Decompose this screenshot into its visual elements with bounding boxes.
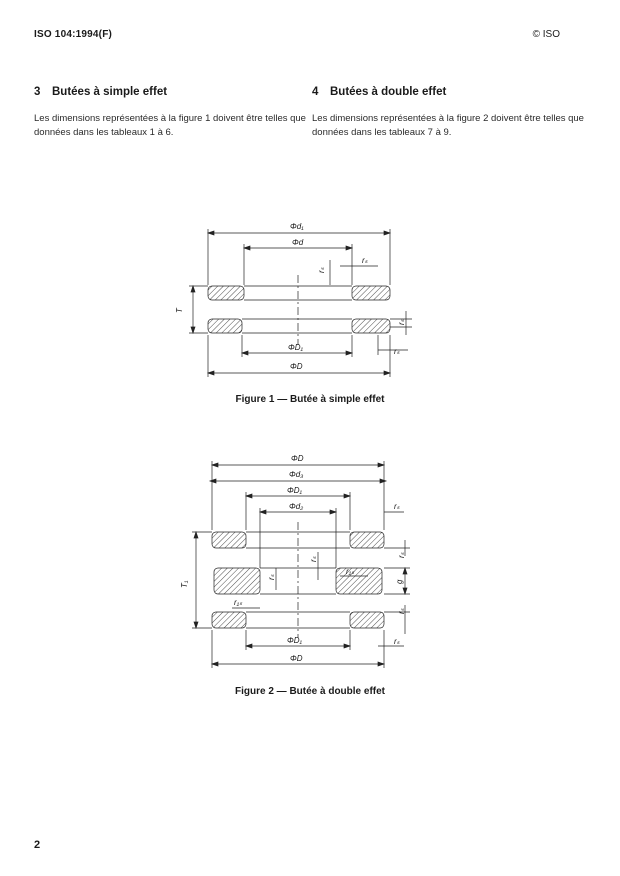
label-rs-c: rₛ (309, 556, 318, 562)
label-d: Φd (292, 238, 304, 247)
label-D-bottom: ΦD (290, 654, 303, 663)
label-rs-bottom: rₛ (394, 347, 400, 356)
section-title: Butées à simple effet (52, 86, 168, 98)
figure-1-caption: Figure 1 — Butée à simple effet (235, 394, 385, 405)
section-3-heading (34, 86, 167, 98)
label-rs-e: rₛ (397, 608, 406, 614)
section-number: 4 (312, 86, 319, 98)
section-title: Butées à double effet (330, 86, 447, 98)
label-rs-d: rₛ (267, 574, 276, 580)
label-d3: Φd₃ (289, 470, 304, 479)
label-T: T (175, 308, 184, 313)
label-rs-a: rₛ (394, 502, 400, 511)
label-D1-top: ΦD₁ (287, 486, 302, 495)
figure-2-svg (0, 450, 620, 680)
label-d1: Φd₁ (290, 222, 304, 231)
page-number: 2 (34, 839, 41, 851)
figure-2-drawing (0, 450, 620, 680)
label-D1: ΦD₁ (288, 343, 303, 352)
copyright-notice: © ISO (532, 29, 560, 40)
figure-1-drawing (0, 215, 620, 385)
label-r1s-b: r₁ₛ (234, 598, 243, 607)
figure-2-caption: Figure 2 — Butée à double effet (234, 686, 386, 697)
label-rs-f: rₛ (394, 637, 400, 646)
label-D-top: ΦD (291, 454, 304, 463)
label-D1-bottom: ΦD₁ (287, 636, 302, 645)
label-T1: T₁ (180, 580, 189, 588)
label-rs-right: rₛ (397, 319, 406, 325)
label-d2: Φd₂ (289, 502, 304, 511)
section-3-body: Les dimensions représentées à la figure 1 doivent être telles que données dans les tableaux 1 à 6. (34, 113, 306, 138)
label-g: g (395, 579, 404, 584)
label-D: ΦD (290, 362, 303, 371)
label-r1s-a: r₁ₛ (346, 567, 355, 576)
section-4-heading (312, 86, 446, 98)
figure-1-svg (0, 215, 620, 385)
label-rs-top: rₛ (362, 256, 368, 265)
label-rs-vertical: rₛ (317, 267, 326, 273)
label-rs-b: rₛ (397, 552, 406, 558)
section-4-body: Les dimensions représentées à la figure 2 doivent être telles que données dans les tableaux 7 à 9. (312, 113, 584, 138)
section-number: 3 (34, 86, 41, 98)
document-id: ISO 104:1994(F) (34, 29, 113, 40)
